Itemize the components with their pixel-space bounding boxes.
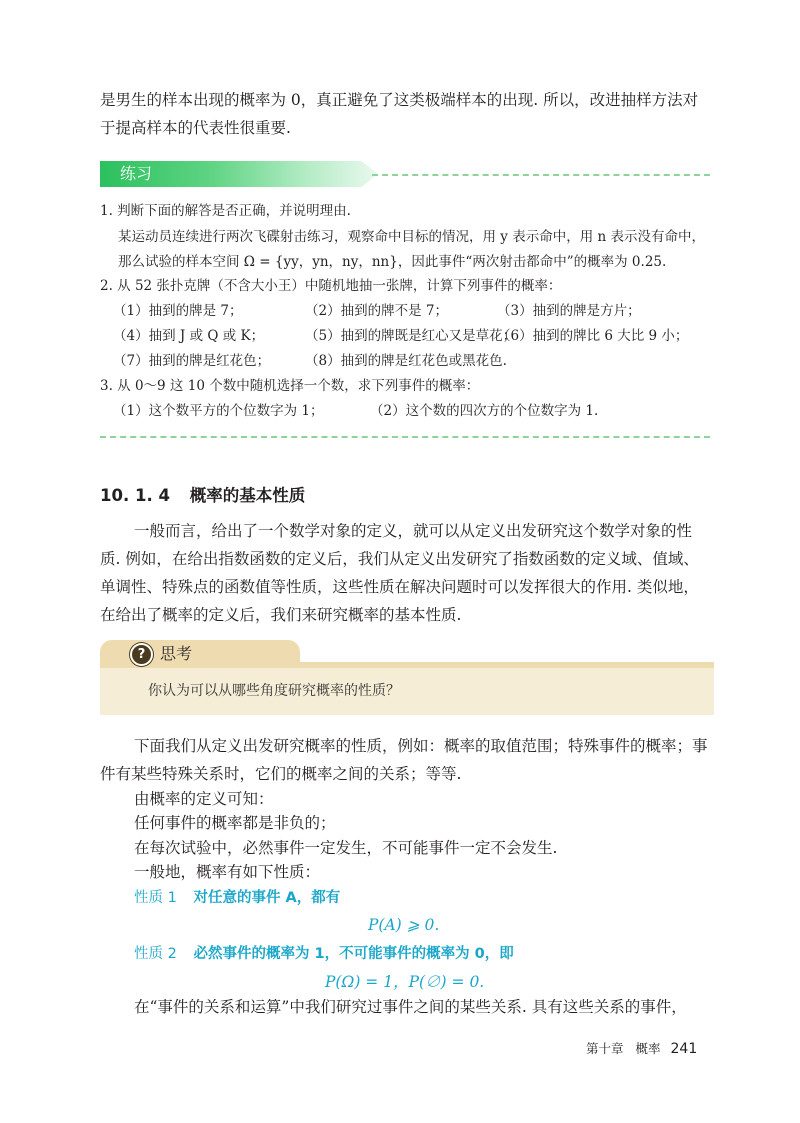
property-2-formula: P(Ω) = 1，P(∅) = 0. [325,973,485,991]
q2-item: （3）抽到的牌是方片； [497,303,641,319]
property-2-label: 性质 2 [134,946,177,962]
question-icon: ? [130,643,153,666]
para1-line-2: 质. 例如，在给出指数函数的定义后，我们从定义出发研究了指数函数的定义域、值域、 [100,550,699,568]
property-2-text: 必然事件的概率为 1，不可能事件的概率为 0，即 [193,946,514,962]
q3-title: 3. 从 0～9 这 10 个数中随机选择一个数，求下列事件的概率： [100,378,480,394]
section-title: 概率的基本性质 [189,486,306,505]
q1-line-2: 那么试验的样本空间 Ω = {yy，yn，ny，nn}，因此事件“两次射击都命中”的概率为 0.25. [118,254,667,270]
intro-line-2: 于提高样本的代表性很重要. [100,119,291,137]
exercise-label: 练习 [120,164,153,183]
property-1-text: 对任意的事件 A，都有 [193,890,341,906]
q2-item: （8）抽到的牌是红花色或黑花色. [305,353,507,369]
para2-line-5: 在每次试验中，必然事件一定发生，不可能事件一定不会发生. [134,839,558,857]
last-line: 在“事件的关系和运算”中我们研究过事件之间的某些关系. 具有这些关系的事件， [134,998,687,1016]
think-question: 你认为可以从哪些角度研究概率的性质？ [148,683,400,699]
q1-title: 1. 判断下面的解答是否正确，并说明理由. [100,203,351,219]
para1-line-3: 单调性、特殊点的函数值等性质，这些性质在解决问题时可以发挥很大的作用. 类似地， [100,578,699,596]
intro-line-1: 是男生的样本出现的概率为 0，真正避免了这类极端样本的出现. 所以，改进抽样方法对 [100,91,699,109]
para2-line-3: 由概率的定义可知： [134,790,274,808]
property-1 [134,889,340,907]
q1-line-1: 某运动员连续进行两次飞碟射击练习，观察命中目标的情况，用 y 表示命中，用 n 表示没有命中， [118,229,705,245]
think-box [100,640,714,715]
para2-line-6: 一般地，概率有如下性质： [134,863,321,881]
property-2 [134,945,514,963]
q2-item: （7）抽到的牌是红花色； [113,353,271,369]
q2-item: （2）抽到的牌不是 7； [305,303,448,319]
page-footer [586,1040,697,1058]
q2-title: 2. 从 52 张扑克牌（不含大小王）中随机地抽一张牌，计算下列事件的概率： [100,278,562,294]
q3-item: （1）这个数平方的个位数字为 1； [113,403,324,419]
dashed-divider-top [372,174,710,176]
property-1-label: 性质 1 [134,890,177,906]
section-heading [100,485,305,507]
q2-item: （6）抽到的牌比 6 大比 9 小； [497,328,689,344]
q2-item: （1）抽到的牌是 7； [113,303,243,319]
page-number: 241 [670,1041,698,1057]
para1-line-1: 一般而言，给出了一个数学对象的定义，就可以从定义出发研究这个数学对象的性 [134,522,693,540]
q2-item: （5）抽到的牌既是红心又是草花； [305,328,517,344]
footer-chapter: 第十章 [586,1041,624,1056]
q2-item: （4）抽到 J 或 Q 或 K； [113,328,265,344]
para2-line-2: 件有某些特殊关系时，它们的概率之间的关系；等等. [100,765,462,783]
think-label: 思考 [160,644,193,663]
para1-line-4: 在给出了概率的定义后，我们来研究概率的基本性质. [100,606,462,624]
property-1-formula: P(A) ⩾ 0. [368,916,440,934]
q3-item: （2）这个数的四次方的个位数字为 1. [370,403,599,419]
dashed-divider-bottom [100,436,710,438]
para2-line-1: 下面我们从定义出发研究概率的性质，例如：概率的取值范围；特殊事件的概率；事 [134,737,708,755]
para2-line-4: 任何事件的概率都是非负的； [134,814,336,832]
section-number: 10. 1. 4 [100,486,170,505]
footer-chapter-title: 概率 [635,1041,661,1056]
